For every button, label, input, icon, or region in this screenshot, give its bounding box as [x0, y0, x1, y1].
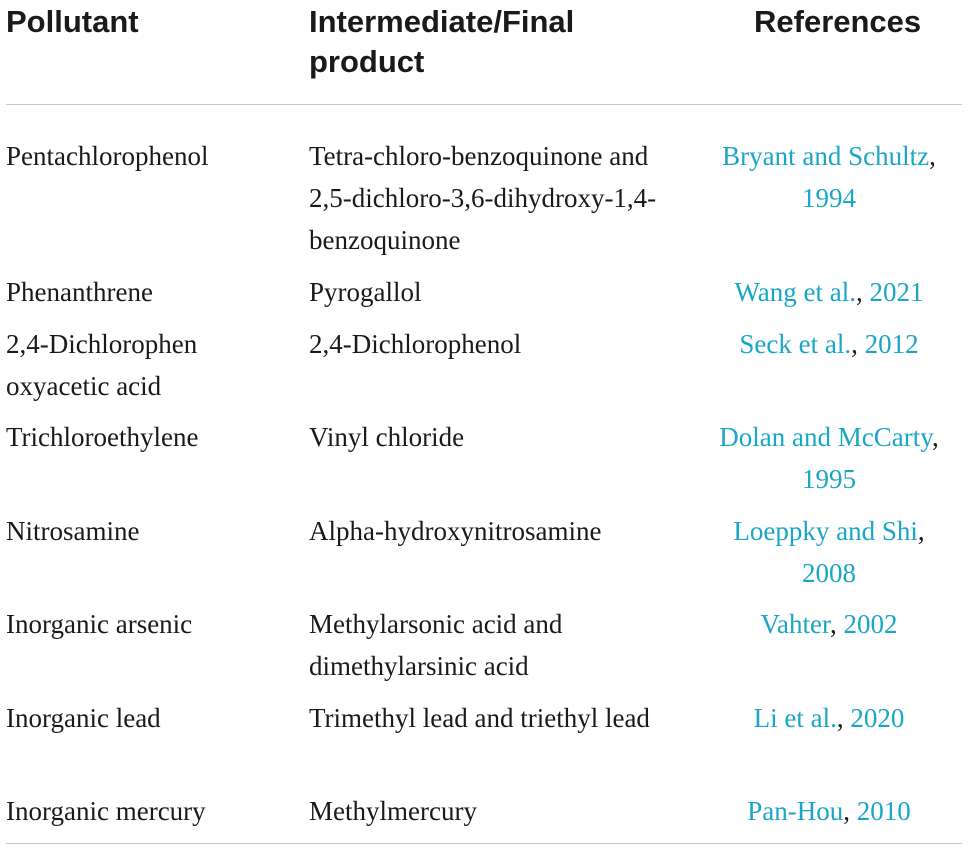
reference-cell [696, 323, 962, 365]
reference-separator: , [856, 277, 863, 307]
reference-author-link[interactable]: Wang et al. [734, 277, 857, 307]
pollutant-cell: Phenanthrene [6, 277, 153, 307]
reference-year-link[interactable]: 2008 [802, 558, 856, 588]
table-body [6, 105, 962, 838]
table-row [6, 416, 962, 510]
product-cell: Pyrogallol [309, 277, 422, 307]
product-cell: Methylarsonic acid and dimethylarsinic acid [309, 609, 563, 681]
reference-year-link[interactable]: 1995 [802, 464, 856, 494]
reference-year-link[interactable]: 2010 [856, 796, 911, 826]
table-row [6, 697, 962, 790]
table-row [6, 271, 962, 323]
reference-separator: , [829, 609, 837, 639]
product-cell: Tetra-chloro-benzoquinone and 2,5-dichloro-3,6-dihydroxy-1,4-benzoquinone [309, 141, 657, 255]
table-bottom-rule [6, 843, 962, 844]
table-row [6, 510, 962, 603]
reference-author-link[interactable]: Bryant and Schultz [722, 141, 930, 171]
reference-separator: , [843, 796, 850, 826]
pollutant-cell: Trichloroethylene [6, 422, 199, 452]
pollutant-cell: Inorganic lead [6, 703, 161, 733]
reference-author-link[interactable]: Li et al. [753, 703, 837, 733]
reference-cell [696, 697, 962, 739]
reference-separator: , [931, 422, 939, 452]
reference-cell [696, 790, 962, 832]
pollutant-table [6, 0, 962, 838]
table-row [6, 790, 962, 838]
reference-separator: , [917, 516, 925, 546]
pollutant-cell: Inorganic mercury [6, 796, 206, 826]
reference-year-link[interactable]: 2020 [850, 703, 905, 733]
reference-year-link[interactable]: 1994 [802, 183, 856, 213]
pollutant-cell: Nitrosamine [6, 516, 140, 546]
table-row [6, 603, 962, 697]
pollutant-cell: Inorganic arsenic [6, 609, 193, 639]
reference-author-link[interactable]: Dolan and McCarty [719, 422, 932, 452]
reference-year-link[interactable]: 2012 [864, 329, 919, 359]
reference-author-link[interactable]: Vahter [760, 609, 830, 639]
reference-separator: , [851, 329, 858, 359]
header-pollutant: Pollutant [6, 4, 139, 39]
product-cell: Trimethyl lead and triethyl lead [309, 703, 650, 733]
table-header [6, 0, 962, 105]
reference-cell [696, 510, 962, 594]
header-product: Intermediate/Final product [309, 4, 575, 79]
pollutant-cell: 2,4-Dichlorophen oxyacetic acid [6, 329, 198, 401]
reference-author-link[interactable]: Seck et al. [739, 329, 852, 359]
reference-author-link[interactable]: Pan-Hou [747, 796, 844, 826]
reference-separator: , [836, 703, 844, 733]
reference-cell [696, 416, 962, 500]
table-row [6, 323, 962, 416]
table-row [6, 135, 962, 271]
product-cell: Alpha-hydroxynitrosamine [309, 516, 602, 546]
reference-cell [696, 135, 962, 219]
reference-cell [696, 271, 962, 313]
reference-year-link[interactable]: 2002 [843, 609, 898, 639]
reference-year-link[interactable]: 2021 [869, 277, 924, 307]
product-cell: Methylmercury [309, 796, 477, 826]
product-cell: Vinyl chloride [309, 422, 465, 452]
reference-separator: , [929, 141, 936, 171]
product-cell: 2,4-Dichlorophenol [309, 329, 522, 359]
pollutant-cell: Pentachlorophenol [6, 141, 209, 171]
header-references: References [754, 4, 922, 39]
reference-author-link[interactable]: Loeppky and Shi [733, 516, 918, 546]
reference-cell [696, 603, 962, 645]
